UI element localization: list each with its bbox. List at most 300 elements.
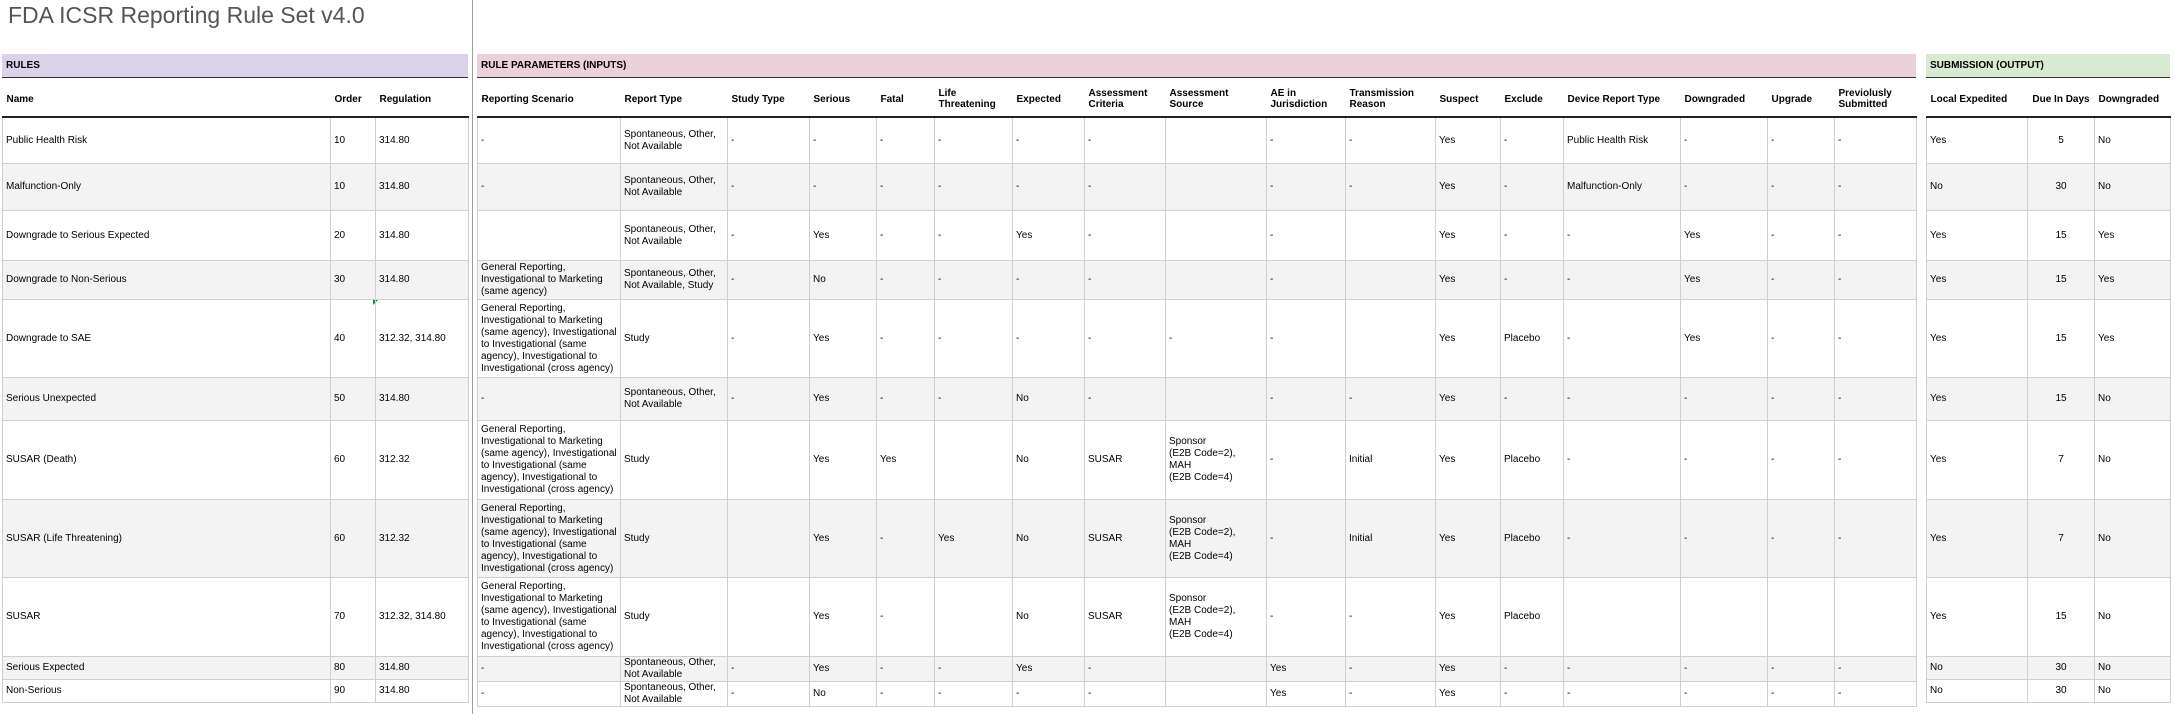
params-cell[interactable]: - [728,261,810,300]
output-cell[interactable]: No [2095,578,2171,657]
params-cell[interactable]: No [1013,500,1085,578]
params-cell[interactable]: - [1267,378,1346,421]
params-cell[interactable]: Initial [1346,500,1436,578]
output-cell[interactable]: Yes [2095,300,2171,378]
params-cell[interactable]: - [1501,657,1564,682]
params-cell[interactable]: - [877,578,935,657]
params-cell[interactable]: - [478,682,621,707]
params-cell[interactable]: - [1085,117,1166,164]
params-cell[interactable]: - [935,657,1013,682]
output-cell[interactable]: No [1927,657,2028,680]
params-cell[interactable]: - [1768,164,1835,211]
params-cell[interactable]: Yes [1436,300,1501,378]
params-cell[interactable] [1835,578,1917,657]
output-cell[interactable]: Yes [1927,421,2028,500]
params-cell[interactable]: Spontaneous, Other, Not Available [621,211,728,261]
params-cell[interactable]: Study [621,500,728,578]
params-header-cell: Device Report Type [1564,82,1681,117]
params-header-cell: Reporting Scenario [478,82,621,117]
params-cell[interactable]: - [1013,117,1085,164]
table-row [3,261,469,300]
rules-cell[interactable]: SUSAR (Death) [3,421,331,500]
table-row [1927,261,2171,300]
rules-section-header: RULES [2,54,468,78]
params-cell[interactable]: - [1013,682,1085,707]
params-cell[interactable]: Spontaneous, Other, Not Available, Study [621,261,728,300]
output-cell[interactable]: No [2095,378,2171,421]
params-header-cell: Transmission Reason [1346,82,1436,117]
output-body [1927,117,2171,703]
params-cell[interactable]: - [935,378,1013,421]
params-cell[interactable] [1346,261,1436,300]
rules-cell[interactable]: 70 [331,578,376,657]
params-cell[interactable]: - [935,682,1013,707]
params-cell[interactable]: Public Health Risk [1564,117,1681,164]
params-cell[interactable]: - [1835,378,1917,421]
params-cell[interactable]: - [1835,261,1917,300]
table-row [3,300,469,378]
rules-cell[interactable]: 312.32, 314.80 [376,300,469,378]
params-cell[interactable]: - [728,211,810,261]
params-header-cell: AE in Jurisdiction [1267,82,1346,117]
params-cell[interactable]: - [1166,300,1267,378]
params-cell[interactable]: - [1564,500,1681,578]
rules-cell[interactable]: 314.80 [376,117,469,164]
table-row [1927,164,2171,211]
table-row [478,211,1917,261]
params-cell[interactable] [1166,657,1267,682]
rules-cell[interactable]: 312.32 [376,421,469,500]
params-table [477,82,1917,707]
params-cell[interactable]: General Reporting, Investigational to Marketing (same agency), Investigational to Investigational (same agency), Investigational to Investigational (cross agency) [478,300,621,378]
rules-cell[interactable]: Public Health Risk [3,117,331,164]
params-cell[interactable]: - [1346,164,1436,211]
rules-cell[interactable]: Serious Unexpected [3,378,331,421]
params-cell[interactable]: General Reporting, Investigational to Marketing (same agency), Investigational to Investigational (same agency), Investigational to Investigational (cross agency) [478,578,621,657]
params-cell[interactable]: - [935,117,1013,164]
params-cell[interactable]: - [1346,578,1436,657]
rules-cell[interactable]: 50 [331,378,376,421]
params-cell[interactable] [478,211,621,261]
output-cell[interactable]: Yes [1927,378,2028,421]
output-cell[interactable]: 30 [2028,680,2095,703]
output-header-cell: Due In Days [2028,82,2095,117]
params-header-cell: Life Threatening [935,82,1013,117]
params-cell[interactable]: - [478,657,621,682]
params-cell[interactable] [1166,164,1267,211]
params-cell[interactable]: SUSAR [1085,500,1166,578]
params-cell[interactable]: - [728,657,810,682]
params-cell[interactable]: - [1267,300,1346,378]
params-cell[interactable]: General Reporting, Investigational to Marketing (same agency), Investigational to Investigational (same agency), Investigational to Investigational (cross agency) [478,421,621,500]
params-cell[interactable]: Yes [810,578,877,657]
rules-body [3,117,469,703]
params-cell[interactable]: - [1013,164,1085,211]
params-cell[interactable]: Initial [1346,421,1436,500]
params-cell[interactable]: - [1768,261,1835,300]
params-cell[interactable]: - [1768,421,1835,500]
params-cell[interactable]: Yes [810,300,877,378]
rules-cell[interactable]: Serious Expected [3,657,331,680]
params-cell[interactable]: - [1681,657,1768,682]
params-cell[interactable]: - [1835,164,1917,211]
params-cell[interactable]: - [1346,657,1436,682]
params-cell[interactable]: General Reporting, Investigational to Marketing (same agency) [478,261,621,300]
params-header-cell: Exclude [1501,82,1564,117]
params-cell[interactable] [1166,261,1267,300]
params-cell[interactable]: - [877,500,935,578]
params-cell[interactable]: No [1013,378,1085,421]
params-cell[interactable]: - [877,164,935,211]
params-cell[interactable]: - [1564,378,1681,421]
params-cell[interactable]: - [1564,657,1681,682]
params-cell[interactable]: Yes [810,421,877,500]
params-cell[interactable]: Sponsor (E2B Code=2), MAH (E2B Code=4) [1166,500,1267,578]
params-cell[interactable]: - [1681,378,1768,421]
output-panel [1926,54,2170,703]
params-cell[interactable]: - [935,300,1013,378]
rules-panel [2,54,468,703]
params-cell[interactable]: - [1501,117,1564,164]
output-cell[interactable]: Yes [1927,300,2028,378]
params-cell[interactable]: Study [621,421,728,500]
table-row [3,578,469,657]
rules-cell[interactable]: 314.80 [376,261,469,300]
params-cell[interactable]: Yes [1436,657,1501,682]
params-body [478,117,1917,707]
params-cell[interactable]: - [1681,117,1768,164]
params-cell[interactable]: - [728,117,810,164]
rules-cell[interactable]: 314.80 [376,378,469,421]
output-cell[interactable]: 15 [2028,578,2095,657]
rules-cell[interactable]: 312.32 [376,500,469,578]
table-row [3,117,469,164]
params-cell[interactable]: - [810,164,877,211]
params-cell[interactable]: Yes [1436,378,1501,421]
rules-cell[interactable]: 60 [331,500,376,578]
params-cell[interactable]: - [1267,164,1346,211]
params-cell[interactable]: - [1501,682,1564,707]
params-cell[interactable]: - [877,682,935,707]
output-cell[interactable]: No [2095,421,2171,500]
output-cell[interactable]: No [2095,500,2171,578]
params-cell[interactable]: - [1013,300,1085,378]
params-cell[interactable]: - [1267,421,1346,500]
output-cell[interactable]: No [2095,164,2171,211]
params-cell[interactable]: Yes [1267,657,1346,682]
output-cell[interactable]: Yes [1927,261,2028,300]
params-cell[interactable]: Yes [810,378,877,421]
params-cell[interactable]: Yes [1681,300,1768,378]
params-header-cell: Previolusly Submitted [1835,82,1917,117]
params-cell[interactable]: No [1013,421,1085,500]
rules-cell[interactable]: 10 [331,117,376,164]
params-cell[interactable] [1346,211,1436,261]
params-cell[interactable] [1166,682,1267,707]
params-cell[interactable]: Yes [1436,421,1501,500]
output-cell[interactable]: 15 [2028,261,2095,300]
params-cell[interactable]: - [1085,300,1166,378]
params-cell[interactable]: - [1346,117,1436,164]
params-cell[interactable]: - [1564,211,1681,261]
params-cell[interactable] [728,500,810,578]
params-cell[interactable]: SUSAR [1085,578,1166,657]
output-cell[interactable]: No [2095,117,2171,164]
params-cell[interactable]: - [1346,378,1436,421]
params-cell[interactable]: - [935,261,1013,300]
params-cell[interactable]: - [728,300,810,378]
params-cell[interactable]: Spontaneous, Other, Not Available [621,682,728,707]
params-cell[interactable]: Malfunction-Only [1564,164,1681,211]
output-cell[interactable]: Yes [1927,500,2028,578]
params-cell[interactable]: - [1835,500,1917,578]
rules-cell[interactable]: SUSAR [3,578,331,657]
rules-header-row [3,82,469,117]
params-cell[interactable]: Sponsor (E2B Code=2), MAH (E2B Code=4) [1166,421,1267,500]
params-cell[interactable]: - [1085,211,1166,261]
output-cell[interactable]: 7 [2028,500,2095,578]
rules-cell[interactable]: 314.80 [376,211,469,261]
rules-cell[interactable]: Non-Serious [3,680,331,703]
params-cell[interactable]: - [1085,164,1166,211]
params-cell[interactable]: - [810,117,877,164]
params-cell[interactable]: - [1267,261,1346,300]
params-cell[interactable]: Placebo [1501,300,1564,378]
params-cell[interactable]: - [1768,657,1835,682]
rules-cell[interactable]: 314.80 [376,164,469,211]
params-cell[interactable]: - [478,378,621,421]
params-header-cell: Expected [1013,82,1085,117]
params-cell[interactable] [1768,578,1835,657]
params-cell[interactable]: - [877,378,935,421]
params-cell[interactable] [1346,300,1436,378]
params-cell[interactable]: Yes [810,657,877,682]
table-row [478,657,1917,682]
params-cell[interactable]: - [1267,500,1346,578]
params-cell[interactable]: - [1835,682,1917,707]
params-cell[interactable]: - [1564,300,1681,378]
output-cell[interactable]: 30 [2028,657,2095,680]
params-cell[interactable]: - [935,164,1013,211]
table-row [1927,578,2171,657]
params-cell[interactable]: Yes [1681,261,1768,300]
params-cell[interactable]: - [1681,682,1768,707]
output-cell[interactable]: 15 [2028,300,2095,378]
params-cell[interactable]: Yes [810,211,877,261]
params-cell[interactable] [728,421,810,500]
output-cell[interactable]: 5 [2028,117,2095,164]
rules-cell[interactable]: 60 [331,421,376,500]
params-cell[interactable]: - [478,117,621,164]
params-cell[interactable]: Spontaneous, Other, Not Available [621,378,728,421]
params-cell[interactable]: Yes [1436,500,1501,578]
params-cell[interactable]: - [1768,211,1835,261]
rules-cell[interactable]: 40 [331,300,376,378]
params-cell[interactable]: No [810,682,877,707]
params-cell[interactable]: Yes [1013,211,1085,261]
params-cell[interactable]: - [1835,657,1917,682]
params-cell[interactable] [935,578,1013,657]
params-header-cell: Study Type [728,82,810,117]
params-cell[interactable]: Yes [1436,261,1501,300]
params-cell[interactable]: - [1768,117,1835,164]
output-section-header: SUBMISSION (OUTPUT) [1926,54,2170,78]
params-cell[interactable]: Yes [1267,682,1346,707]
output-cell[interactable]: No [2095,680,2171,703]
params-cell[interactable]: Yes [810,500,877,578]
params-cell[interactable]: - [1501,164,1564,211]
params-cell[interactable]: - [1835,421,1917,500]
panel-divider [472,0,473,714]
params-cell[interactable]: SUSAR [1085,421,1166,500]
output-cell[interactable]: Yes [1927,211,2028,261]
rules-header-cell: Order [331,82,376,117]
rules-cell[interactable]: 30 [331,261,376,300]
params-cell[interactable]: - [1681,421,1768,500]
output-cell[interactable]: No [1927,164,2028,211]
params-cell[interactable]: - [1501,261,1564,300]
rules-cell[interactable]: 20 [331,211,376,261]
params-cell[interactable] [1166,117,1267,164]
rules-cell[interactable]: Downgrade to Non-Serious [3,261,331,300]
params-cell[interactable]: - [1768,300,1835,378]
params-cell[interactable]: - [877,657,935,682]
rules-cell[interactable]: 314.80 [376,680,469,703]
params-cell[interactable]: - [1267,211,1346,261]
params-cell[interactable]: Yes [1436,211,1501,261]
params-cell[interactable]: - [1768,378,1835,421]
params-cell[interactable]: - [1768,682,1835,707]
params-cell[interactable]: - [1085,378,1166,421]
output-cell[interactable]: 15 [2028,378,2095,421]
params-cell[interactable]: - [1346,682,1436,707]
params-cell[interactable]: Yes [1436,682,1501,707]
params-cell[interactable]: - [728,682,810,707]
params-cell[interactable]: Yes [935,500,1013,578]
params-cell[interactable]: - [1267,578,1346,657]
params-cell[interactable]: Yes [877,421,935,500]
table-row [478,300,1917,378]
table-row [3,500,469,578]
params-cell[interactable]: - [728,378,810,421]
params-cell[interactable]: - [1768,500,1835,578]
output-cell[interactable]: 15 [2028,211,2095,261]
params-cell[interactable]: - [877,117,935,164]
params-cell[interactable]: - [1681,164,1768,211]
params-cell[interactable] [935,421,1013,500]
params-cell[interactable]: - [1085,261,1166,300]
params-cell[interactable] [728,578,810,657]
params-cell[interactable]: Spontaneous, Other, Not Available [621,657,728,682]
params-cell[interactable]: - [1564,421,1681,500]
params-cell[interactable]: Spontaneous, Other, Not Available [621,164,728,211]
params-cell[interactable]: - [478,164,621,211]
params-cell[interactable]: - [1013,261,1085,300]
params-cell[interactable]: - [1564,261,1681,300]
rules-cell[interactable]: SUSAR (Life Threatening) [3,500,331,578]
rules-cell[interactable]: Downgrade to SAE [3,300,331,378]
table-row [478,261,1917,300]
output-cell[interactable]: No [1927,680,2028,703]
output-cell[interactable]: No [2095,657,2171,680]
params-cell[interactable]: - [1564,682,1681,707]
params-cell[interactable] [1681,578,1768,657]
table-row [3,211,469,261]
output-cell[interactable]: Yes [1927,117,2028,164]
params-cell[interactable]: Yes [1436,117,1501,164]
params-cell[interactable] [1166,211,1267,261]
rules-cell[interactable]: 10 [331,164,376,211]
table-row [1927,500,2171,578]
params-cell[interactable]: - [877,261,935,300]
params-cell[interactable]: - [877,300,935,378]
table-row [3,421,469,500]
params-cell[interactable]: Yes [1436,164,1501,211]
params-cell[interactable]: - [1267,117,1346,164]
params-cell[interactable]: Yes [1013,657,1085,682]
params-cell[interactable] [1564,578,1681,657]
params-cell[interactable]: No [810,261,877,300]
params-cell[interactable]: - [1085,682,1166,707]
table-row [1927,211,2171,261]
params-cell[interactable]: - [1501,378,1564,421]
rules-cell[interactable]: Downgrade to Serious Expected [3,211,331,261]
params-cell[interactable]: - [1501,211,1564,261]
rules-cell[interactable]: 314.80 [376,657,469,680]
output-cell[interactable]: Yes [1927,578,2028,657]
params-cell[interactable]: Placebo [1501,421,1564,500]
rules-cell[interactable]: Malfunction-Only [3,164,331,211]
params-cell[interactable]: Sponsor (E2B Code=2), MAH (E2B Code=4) [1166,578,1267,657]
table-row [478,500,1917,578]
params-cell[interactable]: Placebo [1501,500,1564,578]
table-row [478,578,1917,657]
params-cell[interactable]: - [935,211,1013,261]
output-cell[interactable]: 30 [2028,164,2095,211]
output-cell[interactable]: 7 [2028,421,2095,500]
params-cell[interactable]: Yes [1436,578,1501,657]
params-cell[interactable] [1166,378,1267,421]
params-header-cell: Downgraded [1681,82,1768,117]
params-cell[interactable]: - [1681,500,1768,578]
rules-header-cell: Regulation [376,82,469,117]
params-cell[interactable]: General Reporting, Investigational to Marketing (same agency), Investigational to Investigational (same agency), Investigational to Investigational (cross agency) [478,500,621,578]
params-cell[interactable]: No [1013,578,1085,657]
params-cell[interactable]: Spontaneous, Other, Not Available [621,117,728,164]
params-cell[interactable]: - [1085,657,1166,682]
params-cell[interactable]: - [1835,300,1917,378]
table-row [478,164,1917,211]
rules-cell[interactable]: 80 [331,657,376,680]
params-header-cell: Report Type [621,82,728,117]
params-cell[interactable]: Placebo [1501,578,1564,657]
params-cell[interactable]: - [728,164,810,211]
params-cell[interactable]: - [877,211,935,261]
params-cell[interactable]: - [1835,117,1917,164]
output-header-cell: Local Expedited [1927,82,2028,117]
rules-header-cell: Name [3,82,331,117]
rules-cell[interactable]: 90 [331,680,376,703]
output-cell[interactable]: Yes [2095,211,2171,261]
rules-cell[interactable]: 312.32, 314.80 [376,578,469,657]
params-cell[interactable]: - [1835,211,1917,261]
params-cell[interactable]: Study [621,300,728,378]
output-cell[interactable]: Yes [2095,261,2171,300]
table-row [3,164,469,211]
table-row [3,378,469,421]
params-cell[interactable]: Yes [1681,211,1768,261]
params-cell[interactable]: Study [621,578,728,657]
